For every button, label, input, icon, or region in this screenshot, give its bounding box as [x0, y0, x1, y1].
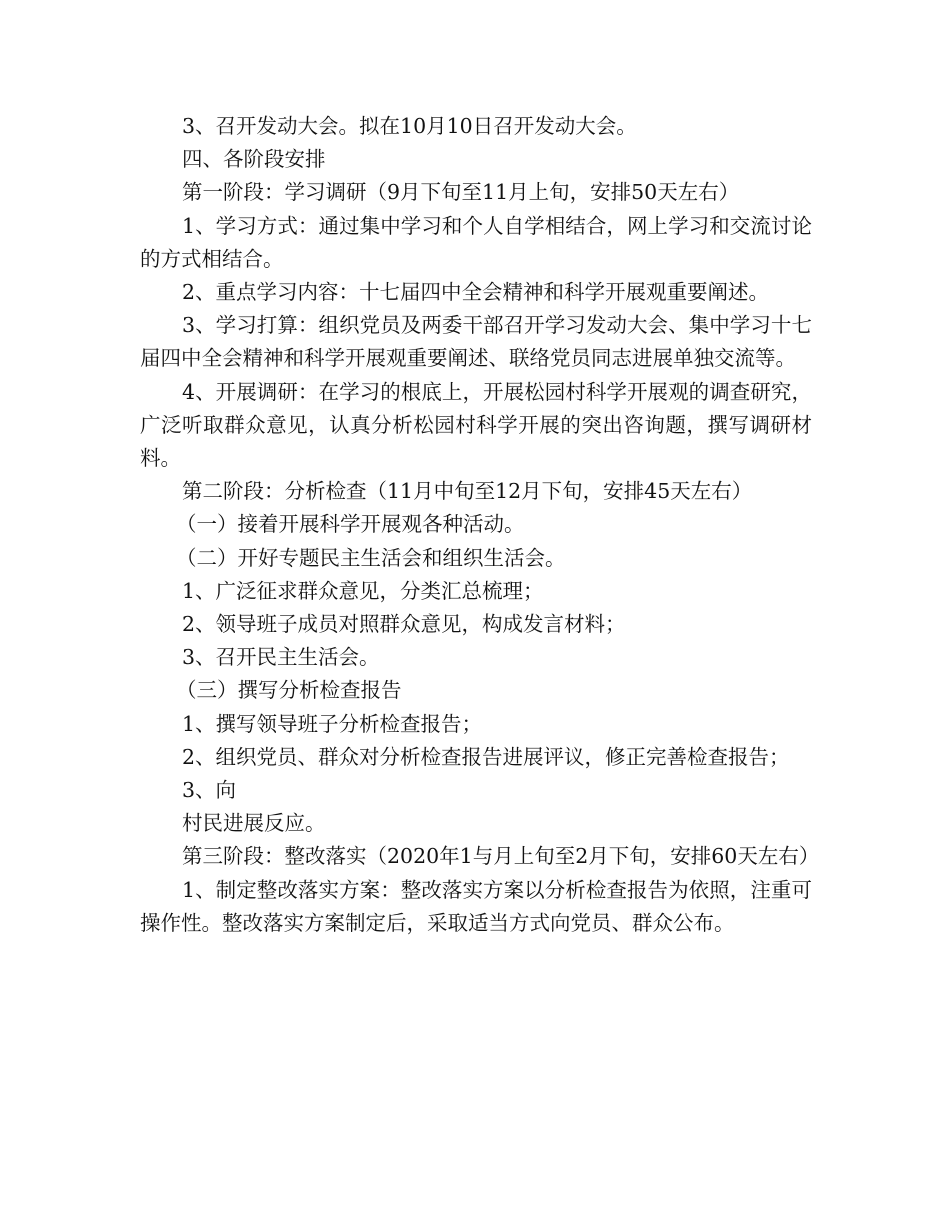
document-body	[140, 110, 820, 940]
stage-heading: 第一阶段：学习调研（9月下旬至11月上旬，安排50天左右）	[182, 180, 740, 205]
paragraph: 2、组织党员、群众对分析检查报告进展评议，修正完善检查报告；	[182, 744, 790, 769]
paragraph: 2、重点学习内容：十七届四中全会精神和科学开展观重要阐述。	[182, 280, 770, 305]
paragraph: 4、开展调研：在学习的根底上，开展松园村科学开展观的调查研究，广泛听取群众意见，认真分析松园村科学开展的突出咨询题，撰写调研材料。	[140, 379, 812, 471]
paragraph: 1、学习方式：通过集中学习和个人自学相结合，网上学习和交流讨论的方式相结合。	[140, 213, 812, 271]
paragraph: 3、学习打算：组织党员及两委干部召开学习发动大会、集中学习十七届四中全会精神和科学开展观重要阐述、联络党员同志进展单独交流等。	[140, 313, 812, 371]
paragraph: 3、召开发动大会。拟在10月10日召开发动大会。	[182, 114, 637, 138]
paragraph: 1、撰写领导班子分析检查报告；	[182, 711, 483, 736]
paragraph: 村民进展反应。	[182, 811, 326, 836]
paragraph: 3、召开民主生活会。	[182, 645, 380, 670]
paragraph: 2、领导班子成员对照群众意见，构成发言材料；	[182, 612, 626, 637]
stage-heading: 第二阶段：分析检查（11月中旬至12月下旬，安排45天左右）	[182, 479, 753, 504]
paragraph: 1、制定整改落实方案：整改落实方案以分析检查报告为依照，注重可操作性。整改落实方案制定后，采取适当方式向党员、群众公布。	[140, 877, 812, 935]
paragraph: 1、广泛征求群众意见，分类汇总梳理；	[182, 578, 544, 603]
subheading: （三）撰写分析检查报告	[176, 678, 402, 703]
stage-heading: 第三阶段：整改落实（2020年1与月上旬至2月下旬，安排60天左右）	[182, 844, 820, 869]
paragraph: 3、向	[182, 778, 237, 803]
subheading: （一）接着开展科学开展观各种活动。	[176, 512, 525, 537]
subheading: （二）开好专题民主生活会和组织生活会。	[176, 545, 566, 570]
section-heading: 四、各阶段安排	[182, 147, 326, 172]
